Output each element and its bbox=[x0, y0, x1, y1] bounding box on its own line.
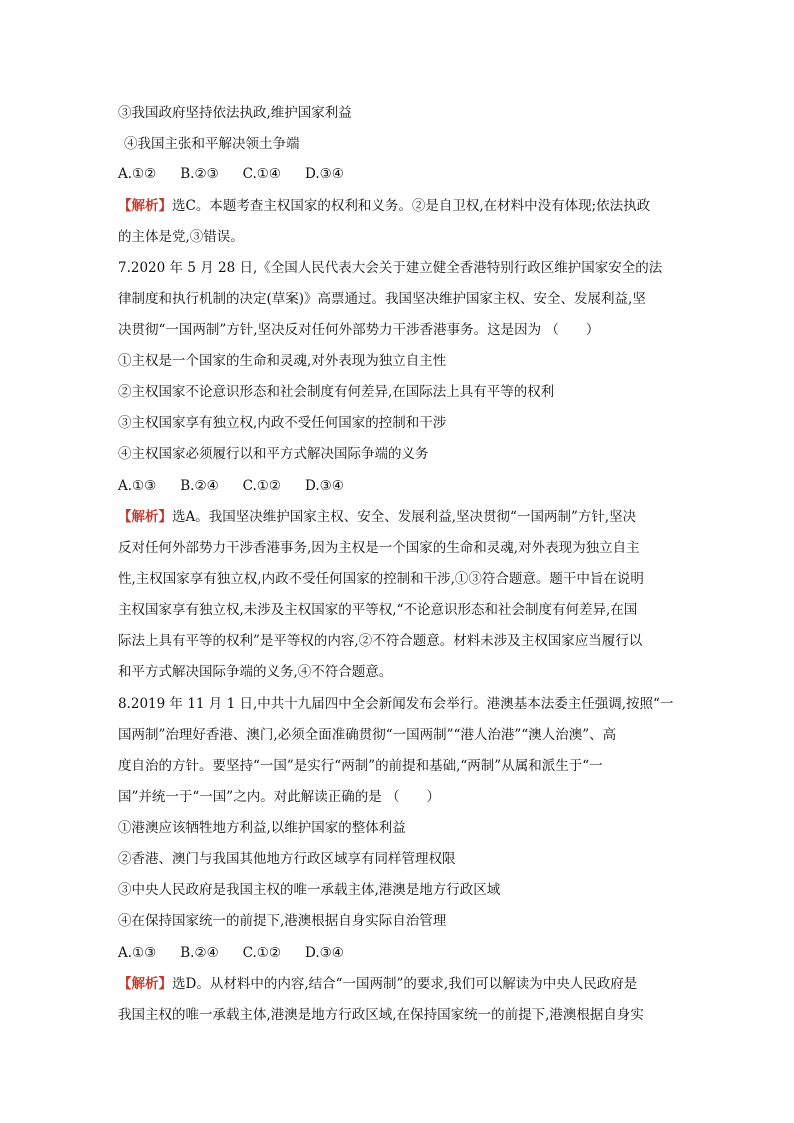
q6-option-b: B.②③ bbox=[180, 166, 219, 182]
q7-item-3: ③主权国家享有独立权,内政不受任何国家的控制和干涉 bbox=[118, 415, 447, 431]
q6-option-c: C.①④ bbox=[242, 166, 282, 182]
q7-stem-line-3: 决贯彻“一国两制”方针,坚决反对任何外部势力干涉香港事务。这是因为 （ ） bbox=[118, 322, 600, 338]
q7-option-b: B.②④ bbox=[180, 478, 219, 494]
q6-option-a: A.①② bbox=[118, 166, 157, 182]
q6-item-4: ④我国主张和平解决领土争端 bbox=[124, 136, 300, 152]
q8-option-c: C.①② bbox=[242, 945, 282, 961]
q7-option-d: D.③④ bbox=[305, 478, 344, 494]
q6-item-3: ③我国政府坚持依法执政,维护国家利益 bbox=[118, 105, 352, 121]
q6-option-d: D.③④ bbox=[305, 166, 344, 182]
analysis-text: 选A。我国坚决维护国家主权、安全、发展利益,坚决贯彻“一国两制”方针,坚决 bbox=[172, 509, 637, 525]
analysis-text: 选D。从材料中的内容,结合“一国两制”的要求,我们可以解读为中央人民政府是 bbox=[172, 976, 638, 992]
q7-analysis-line-4: 主权国家享有独立权,未涉及主权国家的平等权,“不论意识形态和社会制度有何差异,在国 bbox=[118, 602, 638, 618]
q7-analysis-line-2: 反对任何外部势力干涉香港事务,因为主权是一个国家的生命和灵魂,对外表现为独立自主 bbox=[118, 540, 640, 556]
q8-stem-line-1: 8.2019 年 11 月 1 日,中共十九届四中全会新闻发布会举行。港澳基本法委主任强调,按照“一 bbox=[118, 696, 674, 712]
q8-item-3: ③中央人民政府是我国主权的唯一承载主体,港澳是地方行政区域 bbox=[118, 882, 501, 898]
q8-item-4: ④在保持国家统一的前提下,港澳根据自身实际自治管理 bbox=[118, 913, 447, 929]
q8-stem-line-2: 国两制”治理好香港、澳门,必须全面准确贯彻“一国两制”“港人治港”“澳人治澳”、高 bbox=[118, 727, 617, 743]
q7-analysis-line-3: 性,主权国家享有独立权,内政不受任何国家的控制和干涉,①③符合题意。题干中旨在说明 bbox=[118, 571, 644, 587]
q7-option-c: C.①② bbox=[242, 478, 282, 494]
q8-option-a: A.①③ bbox=[118, 945, 157, 961]
q8-stem-line-3: 度自治的方针。要坚持“一国”是实行“两制”的前提和基础,“两制”从属和派生于“一 bbox=[118, 758, 603, 774]
q7-analysis-line-1 bbox=[118, 507, 636, 527]
q8-analysis-line-2: 我国主权的唯一承载主体,港澳是地方行政区域,在保持国家统一的前提下,港澳根据自身实 bbox=[118, 1007, 644, 1023]
analysis-tag: 【解析】 bbox=[118, 976, 172, 992]
q7-stem-line-2: 律制度和执行机制的决定(草案)》高票通过。我国坚决维护国家主权、安全、发展利益,坚 bbox=[118, 291, 646, 307]
analysis-text: 选C。本题考查主权国家的权利和义务。②是自卫权,在材料中没有体现;依法执政 bbox=[172, 198, 651, 214]
q7-options bbox=[118, 476, 368, 496]
q8-option-d: D.③④ bbox=[305, 945, 344, 961]
q7-item-4: ④主权国家必须履行以和平方式解决国际争端的义务 bbox=[118, 446, 429, 462]
q7-item-1: ①主权是一个国家的生命和灵魂,对外表现为独立自主性 bbox=[118, 353, 447, 369]
q6-analysis-line-2: 的主体是党,③错误。 bbox=[118, 229, 244, 245]
q8-item-1: ①港澳应该牺牲地方利益,以维护国家的整体利益 bbox=[118, 820, 406, 836]
analysis-tag: 【解析】 bbox=[118, 509, 172, 525]
q7-stem-line-1: 7.2020 年 5 月 28 日,《全国人民代表大会关于建立健全香港特别行政区维护国家安全的法 bbox=[118, 260, 663, 276]
q7-option-a: A.①③ bbox=[118, 478, 157, 494]
analysis-tag: 【解析】 bbox=[118, 198, 172, 214]
q6-analysis-line-1 bbox=[118, 196, 650, 216]
q6-options bbox=[118, 164, 368, 184]
q8-option-b: B.②④ bbox=[180, 945, 219, 961]
q8-stem-line-4: 国”并统一于“一国”之内。对此解读正确的是 （ ） bbox=[118, 789, 440, 805]
q8-item-2: ②香港、澳门与我国其他地方行政区域享有同样管理权限 bbox=[118, 851, 456, 867]
q8-options bbox=[118, 943, 368, 963]
q7-analysis-line-5: 际法上具有平等的权利”是平等权的内容,②不符合题意。材料未涉及主权国家应当履行以 bbox=[118, 633, 643, 649]
q7-analysis-line-6: 和平方式解决国际争端的义务,④不符合题意。 bbox=[118, 664, 393, 680]
q7-item-2: ②主权国家不论意识形态和社会制度有何差异,在国际法上具有平等的权利 bbox=[118, 384, 555, 400]
q8-analysis-line-1 bbox=[118, 974, 637, 994]
